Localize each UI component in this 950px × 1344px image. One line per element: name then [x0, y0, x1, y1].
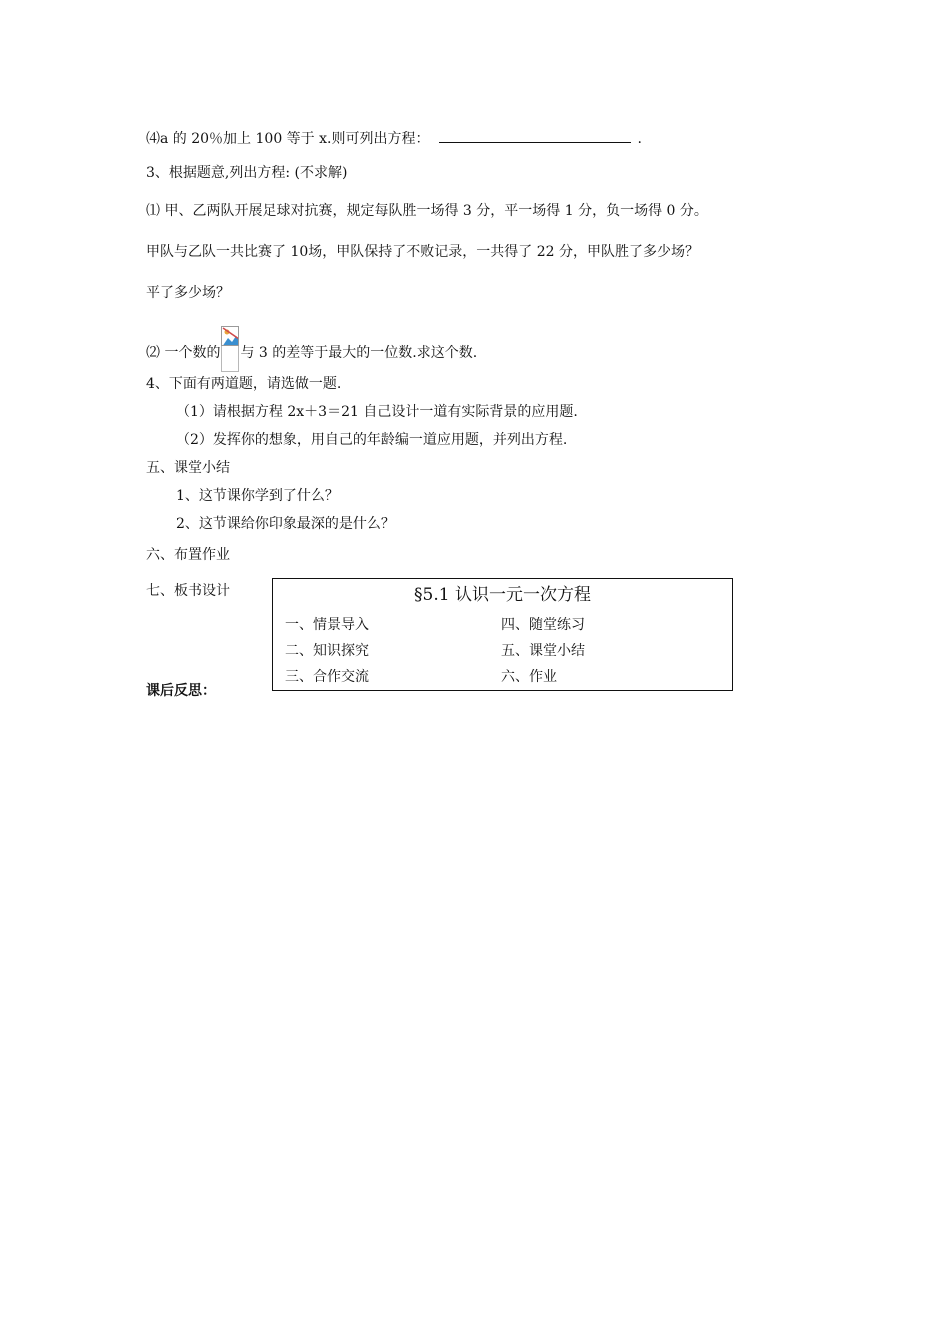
board-left-item-2: 二、知识探究: [285, 643, 369, 659]
problem-2-post: 与 3 的差等于最大的一位数.求这个数.: [240, 345, 478, 361]
board-design-box: [272, 578, 733, 691]
answer-blank: [439, 128, 631, 143]
section-4-title: 4、下面有两道题，请选做一题.: [146, 376, 342, 392]
board-left-item-1: 一、情景导入: [285, 617, 369, 633]
section-5-title: 五、课堂小结: [146, 460, 230, 476]
question-4-line: [146, 128, 642, 149]
board-title: §5.1 认识一元一次方程: [414, 585, 591, 605]
section-6-title: 六、布置作业: [146, 547, 230, 563]
section-5-item-1: 1、这节课你学到了什么？: [176, 488, 339, 504]
board-right-item-3: 六、作业: [501, 669, 557, 685]
section-4-item-1: （1）请根据方程 2x＋3＝21 自己设计一道有实际背景的应用题.: [176, 404, 578, 420]
reflection-label: 课后反思：: [146, 683, 216, 699]
board-right-item-1: 四、随堂练习: [501, 617, 585, 633]
problem-1-line-1: ⑴ 甲、乙两队开展足球对抗赛，规定每队胜一场得 3 分，平一场得 1 分，负一场得 0 分。: [146, 203, 708, 219]
question-4-text: ⑷a 的 20％加上 100 等于 x.则可列出方程：: [146, 131, 430, 147]
broken-image-icon: [221, 326, 239, 372]
section-4-item-2: （2）发挥你的想象，用自己的年龄编一道应用题，并列出方程.: [176, 432, 568, 448]
section-5-item-2: 2、这节课给你印象最深的是什么？: [176, 516, 395, 532]
problem-1-line-3: 平了多少场？: [146, 285, 230, 301]
section-3-title: 3、根据题意,列出方程: (不求解): [146, 165, 348, 181]
board-left-item-3: 三、合作交流: [285, 669, 369, 685]
problem-1-line-2: 甲队与乙队一共比赛了 10场，甲队保持了不败记录，一共得了 22 分，甲队胜了多少场？: [146, 244, 699, 260]
problem-2-line: [146, 330, 477, 376]
question-4-end: .: [637, 131, 642, 147]
section-7-title: 七、板书设计: [146, 583, 230, 599]
board-right-item-2: 五、课堂小结: [501, 643, 585, 659]
problem-2-pre: ⑵ 一个数的: [146, 345, 221, 361]
